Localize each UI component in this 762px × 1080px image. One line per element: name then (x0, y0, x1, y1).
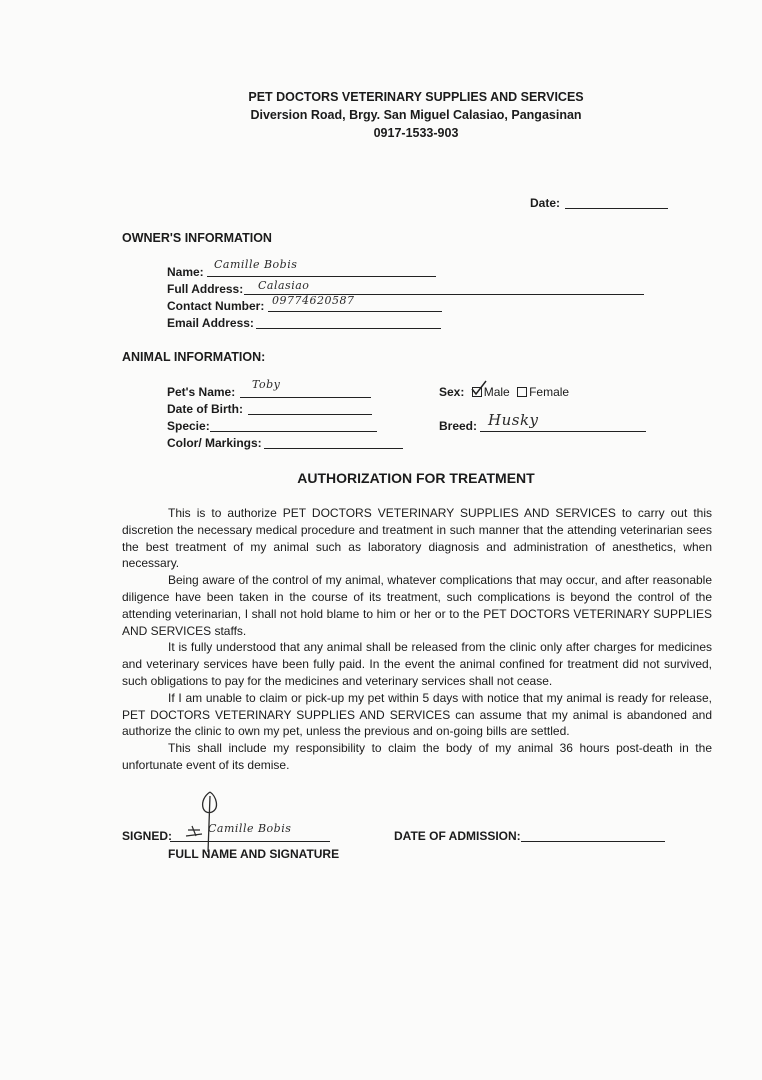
owner-contact-field[interactable] (268, 311, 442, 312)
dob-label: Date of Birth: (167, 402, 243, 416)
signed-label: SIGNED: (122, 829, 173, 843)
breed-handwriting: Husky (488, 411, 539, 429)
owner-name-field[interactable] (207, 276, 436, 277)
date-field[interactable] (565, 208, 668, 209)
owner-email-label: Email Address: (167, 316, 254, 330)
owner-name-handwriting: Camille Bobis (214, 258, 298, 271)
male-option-label: Male (483, 385, 510, 399)
animal-section-title: ANIMAL INFORMATION: (122, 350, 266, 364)
date-label: Date: (530, 196, 561, 210)
owner-section-title: OWNER'S INFORMATION (122, 231, 272, 245)
female-option-label: Female (529, 385, 570, 399)
authorization-title: AUTHORIZATION FOR TREATMENT (297, 470, 535, 486)
dob-field[interactable] (248, 414, 372, 415)
color-field[interactable] (264, 448, 403, 449)
authorization-paragraph-3: It is fully understood that any animal shall be released from the clinic only after charges for medicines and veterinary services have been fully paid. In the event the animal confined for treatment did not survived, such obligations to pay for the medicines and veterinary services shall not cease. (122, 640, 712, 688)
pet-name-field[interactable] (240, 397, 371, 398)
sex-field (439, 385, 569, 399)
specie-label: Specie: (167, 419, 210, 433)
owner-name-label: Name: (167, 265, 204, 279)
signature-caption: FULL NAME AND SIGNATURE (168, 847, 340, 861)
sex-label: Sex: (439, 385, 465, 399)
admission-date-field[interactable] (521, 841, 665, 842)
authorization-paragraph-2: Being aware of the control of my animal, whatever complications that may occur, and after reasonable diligence have been taken in the course of its treatment, such complications is beyond the control of the attending veterinarian, I shall not hold blame to him or her or to the PET DOCTORS VETERINARY SUPPLIES AND SERVICES staffs. (122, 573, 712, 638)
signature-handwriting: Camille Bobis (208, 822, 292, 835)
business-name: PET DOCTORS VETERINARY SUPPLIES AND SERVICES (248, 90, 584, 104)
checkmark-icon (471, 380, 487, 396)
pet-name-handwriting: Toby (252, 378, 281, 391)
breed-label: Breed: (439, 419, 478, 433)
authorization-body (122, 505, 712, 774)
male-checkbox[interactable] (472, 387, 482, 397)
admission-date-label: DATE OF ADMISSION: (394, 829, 521, 843)
pet-name-label: Pet's Name: (167, 385, 236, 399)
owner-address-handwriting: Calasiao (258, 279, 310, 292)
business-phone: 0917-1533-903 (373, 126, 459, 140)
owner-address-label: Full Address: (167, 282, 244, 296)
authorization-paragraph-4: If I am unable to claim or pick-up my pet within 5 days with notice that my animal is ready for release, PET DOCTORS VETERINARY SUPPLIES AND SERVICES can assume that my animal is abandoned and authorize the clinic to own my pet, unless the previous and on-going bills are settled. (122, 690, 712, 739)
authorization-paragraph-5: This shall include my responsibility to claim the body of my animal 36 hours post-death in the unfortunate event of its demise. (122, 741, 712, 772)
authorization-paragraph-1: This is to authorize PET DOCTORS VETERINARY SUPPLIES AND SERVICES to carry out this discretion the necessary medical procedure and treatment in such manner that the attending veterinarian sees the best treatment of my animal such as laboratory diagnosis and administration of anesthetics, when necessary. (122, 506, 712, 571)
breed-field[interactable] (480, 431, 646, 432)
signature-mark-icon (180, 786, 240, 856)
owner-contact-handwriting: 09774620587 (272, 294, 355, 307)
business-address: Diversion Road, Brgy. San Miguel Calasiao, Pangasinan (250, 108, 582, 122)
specie-field[interactable] (210, 431, 377, 432)
owner-email-field[interactable] (256, 328, 441, 329)
female-checkbox[interactable] (517, 387, 527, 397)
color-label: Color/ Markings: (167, 436, 262, 450)
owner-contact-label: Contact Number: (167, 299, 265, 313)
